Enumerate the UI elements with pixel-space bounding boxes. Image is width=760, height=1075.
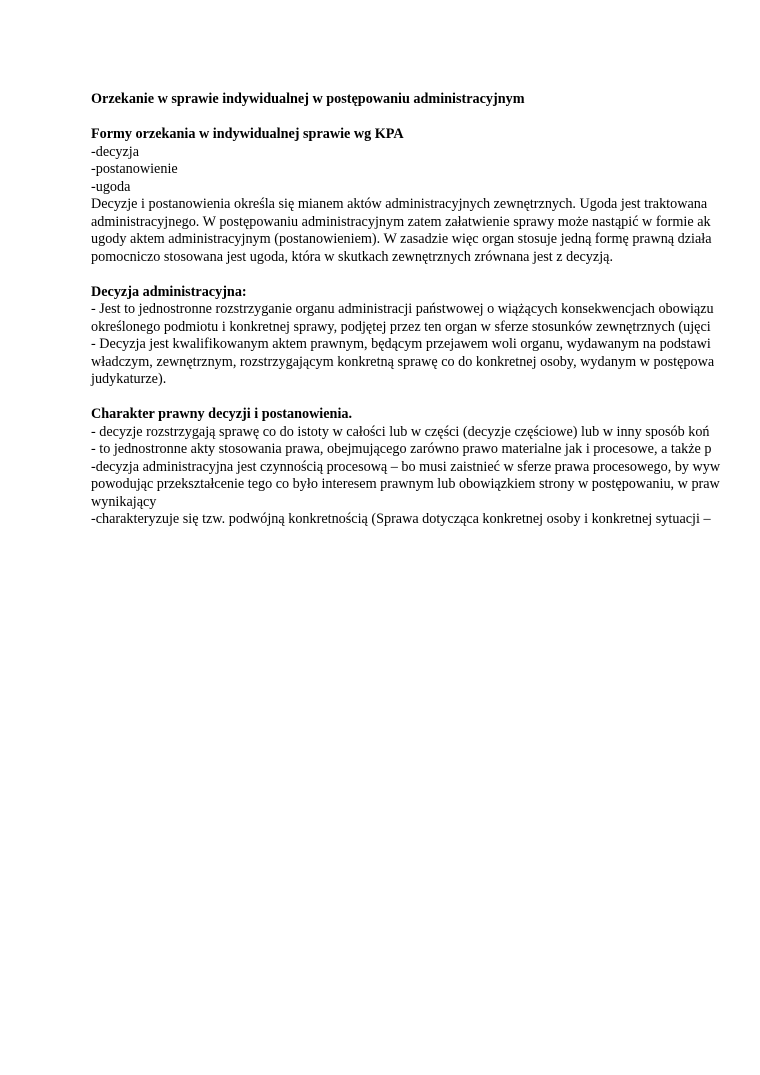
spacer [91, 109, 760, 127]
paragraph-line: - decyzje rozstrzygają sprawę co do istoty w całości lub w części (decyzje częściowe) lub w inny sposób koń [91, 423, 710, 440]
spacer [91, 389, 760, 407]
paragraph-line: powodując przekształcenie tego co było interesem prawnym lub obowiązkiem strony w postępowaniu, w praw [91, 476, 720, 492]
section-heading-formy: Formy orzekania w indywidualnej sprawie wg KPA [91, 126, 404, 142]
paragraph-line: administracyjnego. W postępowaniu administracyjnym zatem załatwienie sprawy może nastąpić w formie ak [91, 213, 711, 230]
section-heading-decyzja: Decyzja administracyjna: [91, 283, 247, 300]
paragraph-line: władczym, zewnętrznym, rozstrzygającym konkretną sprawę co do konkretnej osoby, wydanym w postępowa [91, 353, 715, 370]
paragraph-line: określonego podmiotu i konkretnej sprawy, podjętej przez ten organ w sferze stosunków zewnętrznych (ujęci [91, 318, 711, 335]
paragraph-line: -charakteryzuje się tzw. podwójną konkretnością (Sprawa dotycząca konkretnej osoby i konkretnej sytuacji – [91, 511, 711, 527]
paragraph-line: pomocniczo stosowana jest ugoda, która w skutkach zewnętrznych zrównana jest z decyzją. [91, 248, 613, 265]
paragraph-line: Decyzje i postanowienia określa się mianem aktów administracyjnych zewnętrznych. Ugoda jest traktowana [91, 196, 708, 212]
paragraph-line: ugody aktem administracyjnym (postanowieniem). W zasadzie więc organ stosuje jedną formę prawną działa [91, 231, 712, 247]
list-item: -ugoda [91, 178, 131, 195]
paragraph-line: wynikający [91, 493, 157, 510]
spacer [91, 266, 760, 284]
paragraph-line: - Jest to jednostronne rozstrzyganie organu administracji państwowej o wiążących konsekwencjach obowiązu [91, 301, 714, 317]
section-heading-charakter: Charakter prawny decyzji i postanowienia. [91, 406, 353, 422]
list-item: -decyzja [91, 143, 140, 160]
document-body [91, 91, 760, 529]
paragraph-line: -decyzja administracyjna jest czynnością procesową – bo musi zaistnieć w sferze prawa procesowego, by wyw [91, 458, 721, 475]
paragraph-line: judykaturze). [91, 371, 167, 387]
paragraph-line: - to jednostronne akty stosowania prawa, obejmującego zarówno prawo materialne jak i procesowe, a także p [91, 441, 712, 457]
document-title: Orzekanie w sprawie indywidualnej w postępowaniu administracyjnym [91, 91, 525, 107]
paragraph-line: - Decyzja jest kwalifikowanym aktem prawnym, będącym przejawem woli organu, wydawanym na podstawi [91, 336, 711, 352]
list-item: -postanowienie [91, 161, 178, 177]
